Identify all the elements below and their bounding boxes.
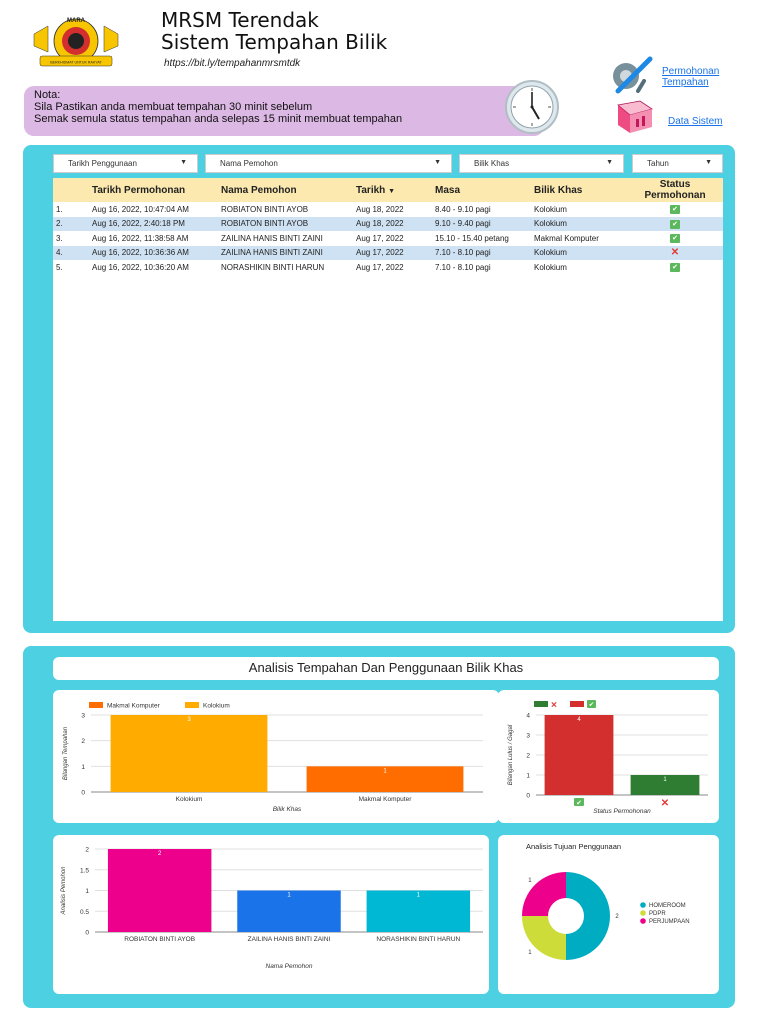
filter-bilik-label: Bilik Khas <box>474 159 510 168</box>
cell-status <box>627 217 723 232</box>
slice-value-label: 1 <box>528 877 532 884</box>
chart-title: Analisis Tujuan Penggunaan <box>526 842 622 851</box>
x-tick-label: ZAILINA HANIS BINTI ZAINI <box>247 936 331 943</box>
bookings-panel <box>23 145 735 633</box>
cell-status <box>627 260 723 275</box>
table-row[interactable] <box>53 231 723 246</box>
y-tick-label: 2 <box>526 752 530 760</box>
filter-nama-pemohon[interactable] <box>205 154 452 173</box>
row-number: 2. <box>56 219 63 229</box>
y-tick-label: 0 <box>81 789 85 797</box>
cell-status <box>627 231 723 246</box>
note-line-2: Semak semula status tempahan anda selepas 15 minit membuat tempahan <box>34 113 403 125</box>
y-tick-label: 3 <box>526 732 530 740</box>
app-title: MRSM Terendak <box>161 8 319 32</box>
col-tarikh-permohonan[interactable]: Tarikh Permohonan <box>92 184 186 196</box>
cell-tarikh-permohonan: Aug 16, 2022, 11:38:58 AM <box>92 233 189 243</box>
cell-masa: 15.10 - 15.40 petang <box>435 233 509 243</box>
cell-tarikh: Aug 18, 2022 <box>356 219 404 229</box>
legend-swatch <box>640 918 646 924</box>
table-row[interactable] <box>53 246 723 261</box>
bar-value-label: 1 <box>416 892 421 899</box>
x-tick-label: Makmal Komputer <box>358 796 412 803</box>
bar-value-label: 2 <box>157 851 162 857</box>
legend-swatch <box>89 702 103 708</box>
logo-text-top: MARA <box>67 18 85 24</box>
slice-value-label: 1 <box>528 950 532 957</box>
legend-swatch <box>185 702 199 708</box>
chevron-down-icon: ▼ <box>705 159 712 166</box>
bar <box>111 715 268 792</box>
cell-tarikh: Aug 17, 2022 <box>356 248 404 258</box>
note-heading: Nota: <box>34 89 61 101</box>
row-number: 5. <box>56 262 63 272</box>
chevron-down-icon: ▼ <box>606 159 613 166</box>
data-sistem-link[interactable] <box>614 99 754 137</box>
bar-value-label: 4 <box>577 717 581 723</box>
y-tick-label: 0 <box>85 929 89 937</box>
x-tick-label: ✔ <box>576 800 582 807</box>
filter-bilik-khas[interactable] <box>459 154 624 173</box>
x-tick-label: ✕ <box>660 798 670 809</box>
cell-nama: ROBIATON BINTI AYOB <box>221 219 309 229</box>
cell-nama: ZAILINA HANIS BINTI ZAINI <box>221 233 323 243</box>
chevron-down-icon: ▼ <box>434 159 441 166</box>
y-tick-label: 2 <box>85 846 89 854</box>
note-box <box>24 86 544 136</box>
cell-nama: NORASHIKIN BINTI HARUN <box>221 262 325 272</box>
col-tarikh[interactable] <box>353 178 432 202</box>
legend-label: HOMEROOM <box>649 903 686 909</box>
chart-analisis-pemohon <box>53 835 489 994</box>
cell-status <box>627 202 723 217</box>
legend-label: Kolokium <box>203 702 230 710</box>
filter-tahun-label: Tahun <box>647 159 669 168</box>
col-status-line-1: Status <box>659 179 691 190</box>
filter-tarikh-label: Tarikh Penggunaan <box>68 159 137 168</box>
chart-bilangan-tempahan <box>53 690 499 823</box>
row-number: 3. <box>56 233 63 243</box>
analysis-panel <box>23 646 735 1008</box>
bar-value-label: 1 <box>663 777 667 783</box>
status-approved-icon: ✔ <box>670 220 680 229</box>
database-chart-icon <box>614 99 656 135</box>
legend-label: PERJUMPAAN <box>649 919 690 925</box>
chart-status-permohonan <box>498 690 719 823</box>
y-tick-label: 3 <box>81 712 85 720</box>
cell-bilik: Kolokium <box>534 219 567 229</box>
cell-masa: 8.40 - 9.10 pagi <box>435 204 491 214</box>
x-tick-label: Kolokium <box>175 796 203 803</box>
y-tick-label: 0 <box>526 792 530 800</box>
chart-card-bilik <box>53 690 499 823</box>
legend-rejected-icon: ✕ <box>550 700 558 710</box>
x-axis-label: Status Permohonan <box>593 808 651 815</box>
filter-tarikh-penggunaan[interactable] <box>53 154 198 173</box>
cell-tarikh-permohonan: Aug 16, 2022, 10:36:36 AM <box>92 248 189 258</box>
col-masa[interactable]: Masa <box>435 184 461 196</box>
y-tick-label: 0.5 <box>79 908 89 916</box>
col-nama-pemohon[interactable]: Nama Pemohon <box>221 184 297 196</box>
x-tick-label: NORASHIKIN BINTI HARUN <box>376 936 461 943</box>
legend-approved-mark: ✔ <box>588 701 595 709</box>
bar-value-label: 3 <box>187 717 191 723</box>
analysis-title: Analisis Tempahan Dan Penggunaan Bilik Khas <box>53 657 719 680</box>
row-number: 4. <box>56 248 63 258</box>
status-approved-icon: ✔ <box>670 263 680 272</box>
permohonan-link-line-2[interactable]: Tempahan <box>662 77 709 88</box>
cell-masa: 7.10 - 8.10 pagi <box>435 262 491 272</box>
y-tick-label: 2 <box>81 738 85 746</box>
cell-masa: 7.10 - 8.10 pagi <box>435 248 491 258</box>
legend-swatch <box>534 701 548 707</box>
legend-swatch <box>570 701 584 707</box>
short-url[interactable]: https://bit.ly/tempahanmrsmtdk <box>164 58 301 69</box>
col-tarikh-label: Tarikh <box>356 184 386 196</box>
cell-tarikh-permohonan: Aug 16, 2022, 10:47:04 AM <box>92 204 189 214</box>
cell-tarikh: Aug 18, 2022 <box>356 204 404 214</box>
y-axis-label: Bilangan Tempahan <box>63 726 69 781</box>
cell-tarikh-permohonan: Aug 16, 2022, 10:36:20 AM <box>92 262 189 272</box>
clock-icon <box>496 79 568 135</box>
status-approved-icon: ✔ <box>670 234 680 243</box>
cell-bilik: Kolokium <box>534 262 567 272</box>
col-bilik-khas[interactable]: Bilik Khas <box>534 184 583 196</box>
cell-tarikh: Aug 17, 2022 <box>356 233 404 243</box>
chart-card-status <box>498 690 719 823</box>
filter-tahun[interactable] <box>632 154 723 173</box>
y-tick-label: 1 <box>85 888 89 895</box>
bar-value-label: 1 <box>287 892 291 899</box>
bar <box>108 849 211 932</box>
x-axis-label: Nama Pemohon <box>265 963 313 970</box>
col-status[interactable] <box>627 178 723 202</box>
y-tick-label: 1 <box>526 772 530 780</box>
settings-tools-icon <box>608 55 654 97</box>
chart-tujuan-penggunaan <box>498 835 719 994</box>
cell-masa: 9.10 - 9.40 pagi <box>435 219 491 229</box>
filter-nama-label: Nama Pemohon <box>220 159 278 168</box>
legend-label: PDPR <box>649 911 666 917</box>
y-tick-label: 1 <box>81 763 85 771</box>
legend-swatch <box>640 902 646 908</box>
chart-card-tujuan <box>498 835 719 994</box>
bookings-table <box>53 178 723 275</box>
cell-tarikh-permohonan: Aug 16, 2022, 2:40:18 PM <box>92 219 185 229</box>
legend-swatch <box>640 910 646 916</box>
row-number: 1. <box>56 204 63 214</box>
sort-desc-icon: ▼ <box>388 187 395 195</box>
note-line-1: Sila Pastikan anda membuat tempahan 30 minit sebelum <box>34 101 313 113</box>
data-sistem-link-label[interactable]: Data Sistem <box>668 116 723 127</box>
cell-bilik: Kolokium <box>534 248 567 258</box>
permohonan-link-line-1[interactable]: Permohonan <box>662 66 720 77</box>
y-axis-label: Analisis Pemohon <box>61 866 67 915</box>
cell-bilik: Makmal Komputer <box>534 233 599 243</box>
cell-bilik: Kolokium <box>534 204 567 214</box>
legend-label: Makmal Komputer <box>107 702 160 710</box>
x-axis-label: Bilik Khas <box>272 806 302 813</box>
permohonan-tempahan-link[interactable] <box>608 55 748 97</box>
cell-status <box>627 246 723 261</box>
y-tick-label: 4 <box>526 712 530 720</box>
bookings-table-area <box>53 178 723 621</box>
table-row[interactable] <box>53 202 723 217</box>
bar <box>545 715 614 795</box>
cell-nama: ZAILINA HANIS BINTI ZAINI <box>221 248 323 258</box>
y-tick-label: 1.5 <box>79 867 89 875</box>
chevron-down-icon: ▼ <box>180 159 187 166</box>
table-row[interactable] <box>53 260 723 275</box>
status-approved-icon: ✔ <box>670 205 680 214</box>
y-axis-label: Bilangan Lulus / Gagal <box>508 724 514 786</box>
cell-tarikh: Aug 17, 2022 <box>356 262 404 272</box>
bar-value-label: 1 <box>383 768 387 775</box>
cell-nama: ROBIATON BINTI AYOB <box>221 204 309 214</box>
table-header-row <box>53 178 723 202</box>
mara-logo <box>30 12 122 70</box>
x-tick-label: ROBIATON BINTI AYOB <box>124 936 196 943</box>
status-rejected-icon: ✕ <box>670 246 680 258</box>
logo-text-bottom: BERKHIDMAT UNTUK RAKYAT <box>50 60 102 65</box>
app-subtitle: Sistem Tempahan Bilik <box>161 30 388 54</box>
pie-slice <box>566 872 610 960</box>
chart-card-pemohon <box>53 835 489 994</box>
table-row[interactable] <box>53 217 723 232</box>
col-status-line-2: Permohonan <box>644 190 706 201</box>
slice-value-label: 2 <box>615 914 619 920</box>
